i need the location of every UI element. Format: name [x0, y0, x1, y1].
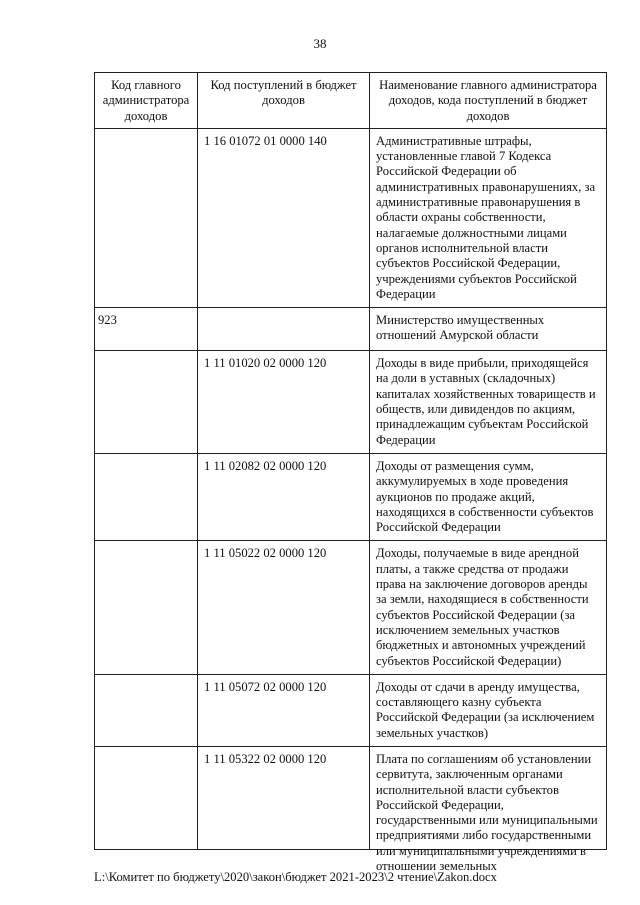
name-cell: Министерство имущественных отношений Амурской области — [370, 308, 607, 351]
admin-code-cell — [95, 453, 198, 540]
admin-code-cell — [95, 541, 198, 674]
table-row — [95, 308, 607, 351]
revenue-code-cell: 1 11 05072 02 0000 120 — [198, 674, 370, 746]
revenue-administrators-table — [94, 72, 607, 874]
table-row — [95, 453, 607, 540]
table-row — [95, 746, 607, 849]
admin-code-cell — [95, 674, 198, 746]
revenue-code-cell: 1 11 01020 02 0000 120 — [198, 351, 370, 454]
table-header-row — [95, 73, 607, 129]
table-row — [95, 351, 607, 454]
revenue-code-cell: 1 11 02082 02 0000 120 — [198, 453, 370, 540]
admin-code-cell — [95, 128, 198, 307]
name-cell: Доходы в виде прибыли, приходящейся на доли в уставных (складочных) капиталах хозяйственных товариществ и обществ, или дивидендов по акциям, принадлежащим субъектам Российской Федерации — [370, 351, 607, 454]
revenue-code-cell: 1 16 01072 01 0000 140 — [198, 128, 370, 307]
revenue-code-cell — [198, 308, 370, 351]
name-cell-text: Плата по соглашениям об установлении сервитута, заключенным органами исполнительной власти субъектов Российской Федерации, государственными или муниципальными предприятиями либо государственными или муниципальными учреждениями в отношении земельных — [376, 751, 598, 874]
admin-code-cell — [95, 746, 198, 849]
admin-code-cell: 923 — [95, 308, 198, 351]
admin-code-cell — [95, 351, 198, 454]
revenue-code-cell: 1 11 05022 02 0000 120 — [198, 541, 370, 674]
header-revenue-code: Код поступлений в бюджет доходов — [198, 73, 370, 129]
revenue-code-cell: 1 11 05322 02 0000 120 — [198, 746, 370, 849]
header-name: Наименование главного администратора доходов, кода поступлений в бюджет доходов — [370, 73, 607, 129]
table-row — [95, 674, 607, 746]
name-cell: Административные штрафы, установленные главой 7 Кодекса Российской Федерации об административных правонарушениях, за административные правонарушения в области охраны собственности, налагаемые должностными лицами органов исполнительной власти субъектов Российской Федерации, учреждениями субъектов Российской Федерации — [370, 128, 607, 307]
document-file-path: L:\Комитет по бюджету\2020\закон\бюджет 2021-2023\2 чтение\Zakon.docx — [94, 870, 497, 884]
name-cell: Доходы от размещения сумм, аккумулируемых в ходе проведения аукционов по продаже акций, находящихся в собственности субъектов Российской Федерации — [370, 453, 607, 540]
name-cell — [370, 746, 607, 874]
name-cell: Доходы, получаемые в виде арендной платы, а также средства от продажи права на заключение договоров аренды за земли, находящиеся в собственности субъектов Российской Федерации (за исключением земельных участков бюджетных и автономных учреждений субъектов Российской Федерации) — [370, 541, 607, 674]
page-number: 38 — [313, 36, 327, 51]
table-row — [95, 541, 607, 674]
table-row — [95, 128, 607, 307]
name-cell: Доходы от сдачи в аренду имущества, составляющего казну субъекта Российской Федерации (за исключением земельных участков) — [370, 674, 607, 746]
header-admin-code: Код главного администратора доходов — [95, 73, 198, 129]
